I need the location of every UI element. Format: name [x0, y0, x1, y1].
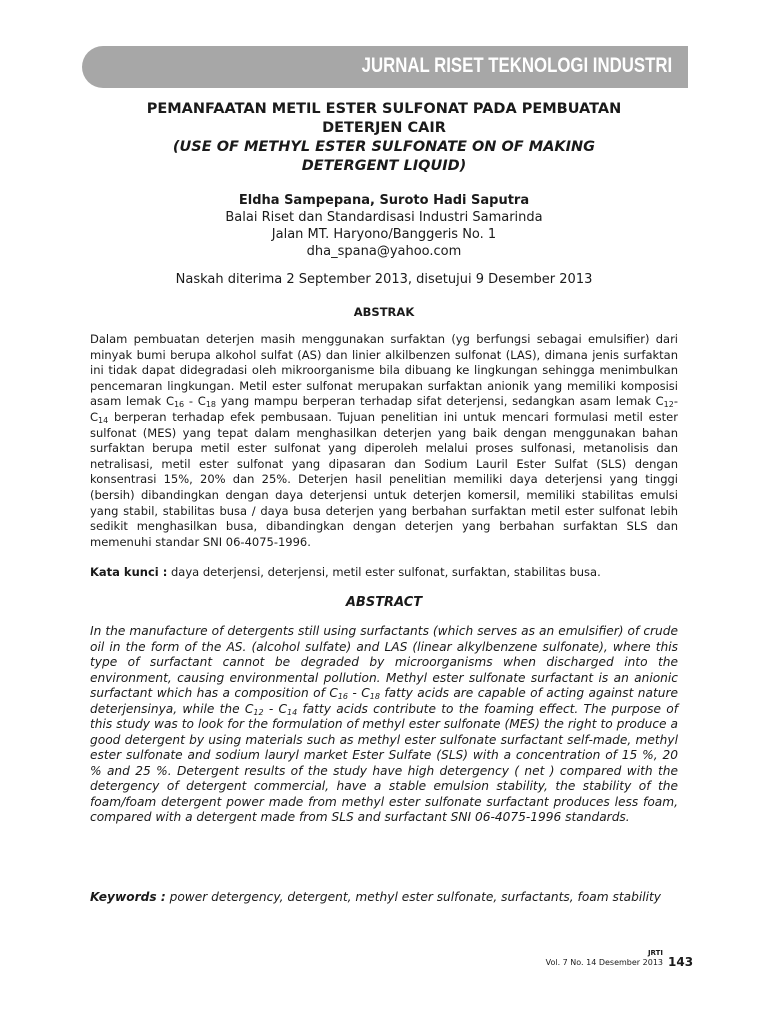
- abstract-c14: $C_{14}$: [278, 701, 298, 717]
- kata-kunci: [90, 565, 678, 579]
- abstrak-c12: $C_{12}$: [655, 394, 674, 410]
- abstract-c18: $C_{18}$: [361, 686, 380, 701]
- abstrak-body: [90, 332, 678, 550]
- abstract-c12: $C_{12}$: [244, 701, 264, 717]
- email: dha_spana@yahoo.com: [306, 244, 462, 259]
- title-english-line1: (USE OF METHYL ESTER SULFONATE ON OF MAKING: [172, 139, 596, 155]
- keywords: [90, 890, 678, 906]
- abstrak-part2: yang mampu berperan terhadap sifat deterjensi, sedangkan asam lemak: [216, 394, 656, 409]
- abstract-c16: $C_{16}$: [329, 686, 349, 701]
- abstrak-dash2: -: [673, 394, 678, 409]
- abstrak-dash1: -: [184, 394, 198, 409]
- abstract-body: [90, 624, 678, 826]
- paper-title: [90, 100, 678, 176]
- journal-header-bar: [82, 46, 688, 88]
- abstrak-part1: Dalam pembuatan deterjen masih menggunakan surfaktan (yg berfungsi sebagai emulsifier) dari minyak bumi berupa alkohol sulfat (AS) dan linier alkilbenzen sulfonat (LAS), dimana jenis surfaktan ini tidak dapat didegradasi oleh mikroorganisme bila dibuang ke lingkungan sehingga menimbulkan pencemaran lingkungan. Metil ester sulfonat merupakan surfaktan anionik yang memiliki komposisi asam lemak: [90, 332, 678, 409]
- abstract-part2: fatty acids are capable of acting against nature deterjensinya, while the: [90, 686, 678, 716]
- abstrak-c14: $C_{14}$: [90, 409, 109, 425]
- received-date: Naskah diterima 2 September 2013, disetujui 9 Desember 2013: [175, 272, 593, 287]
- author-block: [90, 192, 678, 260]
- address: Jalan MT. Haryono/Banggeris No. 1: [271, 227, 497, 242]
- kata-kunci-label: Kata kunci :: [90, 565, 168, 579]
- abstrak-c16: $C_{16}$: [165, 394, 185, 410]
- page-number: 143: [668, 955, 694, 969]
- journal-name: JURNAL RISET TEKNOLOGI INDUSTRI: [361, 54, 672, 77]
- title-english-line2: DETERGENT LIQUID): [301, 158, 467, 174]
- kata-kunci-text: daya deterjensi, deterjensi, metil ester sulfonat, surfaktan, stabilitas busa.: [167, 565, 601, 579]
- footer-jrti: JRTI: [647, 949, 663, 957]
- institution: Balai Riset dan Standardisasi Industri Samarinda: [225, 210, 543, 225]
- title-indonesian-line1: PEMANFAATAN METIL ESTER SULFONAT PADA PEMBUATAN: [146, 101, 622, 117]
- abstract-dash2: -: [263, 701, 279, 716]
- abstract-heading: ABSTRACT: [345, 595, 423, 610]
- abstract-part3: fatty acids contribute to the foaming effect. The purpose of this study was to look for the formulation of methyl ester sulfonate (MES) the right to produce a good detergent by using materials such as methyl ester sulfonate surfactant self-made, methyl ester sulfonate and sodium lauryl market Ester Sulfate (SLS) with a concentration of 15 %, 20 % and 25 %. Detergent results of the study have high detergency ( net ) compared with the detergency of detergent commercial, have a stable emulsion stability, the stability of the foam/foam detergent power made from methyl ester sulfonate surfactant produces less foam, compared with a detergent made from SLS and surfactant SNI 06-4075-1996 standards.: [90, 701, 678, 824]
- abstract-part1: In the manufacture of detergents still using surfactants (which serves as an emulsifier) of crude oil in the form of the AS. (alcohol sulfate) and LAS (linear alkylbenzene sulfonate), where this type of surfactant cannot be degraded by microorganisms when discharged into the environment, causing environmental pollution. Methyl ester sulfonate surfactant is an anionic surfactant which has a composition of: [90, 624, 678, 700]
- keywords-text: power detergency, detergent, methyl ester sulfonate, surfactants, foam stability: [169, 890, 661, 904]
- abstrak-part3: berperan terhadap efek pembusaan. Tujuan penelitian ini untuk mencari formulasi metil ester sulfonat (MES) yang tepat dalam menghasilkan deterjen yang baik dengan menggunakan bahan surfaktan berupa metil ester sulfonat yang diperoleh melalui proses sulfonasi, metanolisis dan netralisasi, metil ester sulfonat yang dipasaran dan Sodium Lauril Ester Sulfat (SLS) dengan konsentrasi 15%, 20% dan 25%. Deterjen hasil penelitian memiliki daya deterjensi yang tinggi (bersih) dibandingkan dengan daya deterjensi untuk deterjen komersil, memiliki stabilitas emulsi yang stabil, stabilitas busa / daya busa deterjen yang berbahan surfaktan metil ester sulfonat lebih sedikit menghasilkan busa, dibandingkan dengan deterjen yang berbahan surfaktan SLS dan memenuhi standar SNI 06-4075-1996.: [90, 409, 678, 549]
- abstrak-heading: ABSTRAK: [353, 305, 415, 319]
- footer-info: [546, 948, 663, 968]
- author-names: Eldha Sampepana, Suroto Hadi Saputra: [238, 193, 530, 208]
- abstract-dash1: -: [348, 686, 362, 700]
- keywords-label: Keywords :: [90, 890, 166, 904]
- abstrak-c18: $C_{18}$: [197, 394, 216, 410]
- footer-volume: Vol. 7 No. 14 Desember 2013: [545, 958, 663, 967]
- title-indonesian-line2: DETERJEN CAIR: [322, 120, 446, 136]
